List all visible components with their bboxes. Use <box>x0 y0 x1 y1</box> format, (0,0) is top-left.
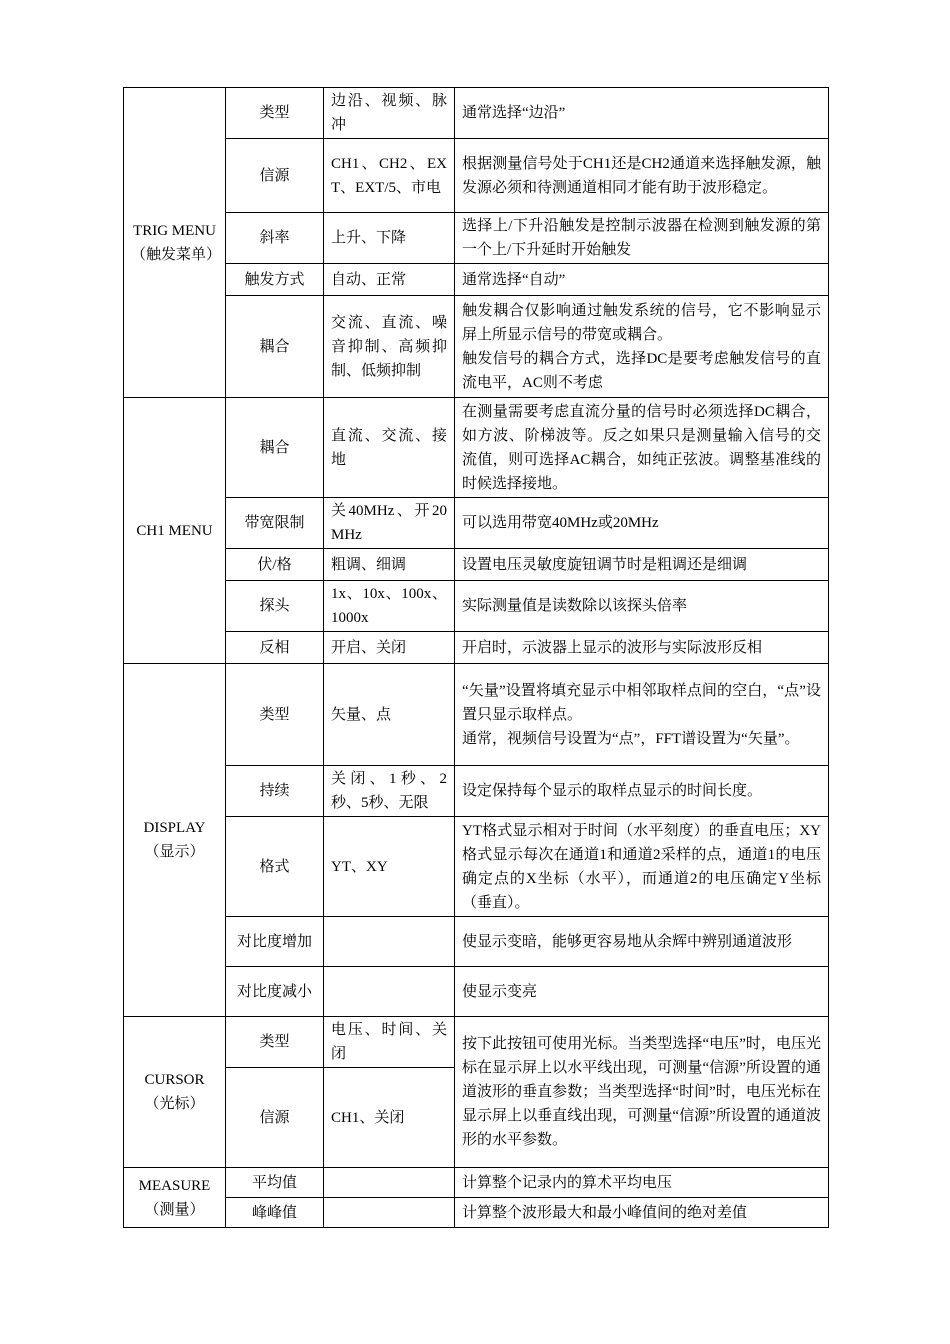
setting-cell: 开启、关闭 <box>324 632 455 664</box>
param-cell: 类型 <box>226 88 324 139</box>
setting-cell: 上升、下降 <box>324 213 455 264</box>
group-cell-cursor <box>124 1017 226 1168</box>
desc-cell <box>455 967 829 1017</box>
param-cell: 触发方式 <box>226 264 324 296</box>
param-cell: 格式 <box>226 817 324 917</box>
table-row <box>124 817 829 917</box>
table-row <box>124 1198 829 1228</box>
table-row <box>124 967 829 1017</box>
table-row <box>124 1168 829 1198</box>
group-name: DISPLAY <box>143 820 206 836</box>
desc-cell <box>455 766 829 817</box>
setting-cell <box>324 1198 455 1228</box>
group-subname: （触发菜单） <box>131 246 222 263</box>
param-cell: 峰峰值 <box>226 1198 324 1228</box>
param-cell: 耦合 <box>226 296 324 398</box>
setting-cell <box>324 1168 455 1198</box>
table-row <box>124 213 829 264</box>
desc-cell <box>455 398 829 498</box>
desc-cell <box>455 264 829 296</box>
desc-text: 通常选择“边沿” <box>462 105 566 121</box>
setting-cell: 交流、直流、噪音抑制、高频抑制、低频抑制 <box>324 296 455 398</box>
table-row <box>124 398 829 498</box>
param-cell: 带宽限制 <box>226 498 324 549</box>
desc-text: 触发耦合仅影响通过触发系统的信号，它不影响显示屏上所显示信号的带宽或耦合。 <box>462 302 821 343</box>
param-cell: 反相 <box>226 632 324 664</box>
desc-text: 计算整个记录内的算术平均电压 <box>462 1174 673 1191</box>
param-cell: 对比度增加 <box>226 917 324 967</box>
desc-cell <box>455 817 829 917</box>
group-name: CH1 MENU <box>136 522 213 539</box>
group-name: CURSOR <box>144 1072 205 1088</box>
group-name: MEASURE <box>138 1177 211 1194</box>
desc-text: YT格式显示相对于时间（水平刻度）的垂直电压；XY格式显示每次在通道1和通道2采样的点，通道1的电压确定点的X坐标（水平），而通道2的电压确定Y坐标（垂直）。 <box>462 822 821 911</box>
desc-text: 设置电压灵敏度旋钮调节时是粗调还是细调 <box>462 556 748 573</box>
param-cell: 斜率 <box>226 213 324 264</box>
setting-cell: CH1、关闭 <box>324 1068 455 1168</box>
desc-cell <box>455 1017 829 1168</box>
table-row <box>124 498 829 549</box>
setting-cell: 1x、10x、100x、1000x <box>324 581 455 632</box>
table-row <box>124 766 829 817</box>
setting-cell <box>324 917 455 967</box>
desc-cell <box>455 213 829 264</box>
group-subname: （光标） <box>144 1096 205 1112</box>
setting-cell <box>324 967 455 1017</box>
desc-text: 在测量需要考虑直流分量的信号时必须选择DC耦合，如方波、阶梯波等。反之如果只是测量输入信号的交流值，则可选择AC耦合，如纯正弦波。调整基准线的时候选择接地。 <box>462 403 821 492</box>
desc-text: 计算整个波形最大和最小峰值间的绝对差值 <box>462 1204 748 1221</box>
desc-cell <box>455 498 829 549</box>
setting-cell: 粗调、细调 <box>324 549 455 581</box>
desc-text: 设定保持每个显示的取样点显示的时间长度。 <box>462 783 763 799</box>
desc-cell <box>455 664 829 766</box>
desc-text: 根据测量信号处于CH1还是CH2通道来选择触发源，触发源必须和待测通道相同才能有助于波形稳定。 <box>462 155 821 196</box>
group-cell-trig-menu <box>124 88 226 398</box>
group-subname: （显示） <box>144 844 205 860</box>
setting-cell: YT、XY <box>324 817 455 917</box>
param-cell: 耦合 <box>226 398 324 498</box>
desc-cell <box>455 917 829 967</box>
desc-cell <box>455 549 829 581</box>
setting-cell: 矢量、点 <box>324 664 455 766</box>
desc-text: 实际测量值是读数除以该探头倍率 <box>462 598 688 614</box>
desc-cell <box>455 296 829 398</box>
table-row <box>124 549 829 581</box>
param-cell: 信源 <box>226 139 324 213</box>
setting-cell: CH1、CH2、EXT、EXT/5、市电 <box>324 139 455 213</box>
group-cell-ch1-menu <box>124 398 226 664</box>
desc-text: 通常，视频信号设置为“点”，FFT谱设置为“矢量”。 <box>462 730 800 747</box>
group-name: TRIG MENU <box>133 222 216 239</box>
desc-cell <box>455 632 829 664</box>
table-row <box>124 139 829 213</box>
setting-cell: 边沿、视频、脉冲 <box>324 88 455 139</box>
table-row <box>124 632 829 664</box>
setting-cell: 电压、时间、关闭 <box>324 1017 455 1068</box>
desc-cell <box>455 139 829 213</box>
desc-text: 可以选用带宽40MHz或20MHz <box>462 515 659 531</box>
desc-text: 按下此按钮可使用光标。当类型选择“电压”时，电压光标在显示屏上以水平线出现，可测量“信源”所设置的通道波形的垂直参数；当类型选择“时间”时，电压光标在显示屏上以垂直线出现，可测量“信源”所设置的通道波形的水平参数。 <box>462 1036 821 1148</box>
param-cell: 平均值 <box>226 1168 324 1198</box>
setting-cell: 直流、交流、接地 <box>324 398 455 498</box>
table-row <box>124 664 829 766</box>
group-cell-display <box>124 664 226 1017</box>
group-subname: （测量） <box>144 1201 205 1218</box>
desc-cell <box>455 1198 829 1228</box>
setting-cell: 自动、正常 <box>324 264 455 296</box>
table-row <box>124 581 829 632</box>
param-cell: 信源 <box>226 1068 324 1168</box>
param-cell: 探头 <box>226 581 324 632</box>
table-row <box>124 917 829 967</box>
setting-cell: 关40MHz、开20MHz <box>324 498 455 549</box>
table-row <box>124 88 829 139</box>
group-cell-measure <box>124 1168 226 1228</box>
param-cell: 类型 <box>226 1017 324 1068</box>
desc-text: 通常选择“自动” <box>462 271 566 288</box>
desc-cell <box>455 1168 829 1198</box>
menu-table <box>123 87 829 1228</box>
param-cell: 对比度减小 <box>226 967 324 1017</box>
desc-text: 使显示变亮 <box>462 983 538 1000</box>
param-cell: 持续 <box>226 766 324 817</box>
desc-cell <box>455 581 829 632</box>
desc-text: “矢量”设置将填充显示中相邻取样点间的空白，“点”设置只显示取样点。 <box>462 682 821 723</box>
param-cell: 类型 <box>226 664 324 766</box>
setting-cell: 关闭、1秒、2秒、5秒、无限 <box>324 766 455 817</box>
desc-cell <box>455 88 829 139</box>
desc-text: 开启时，示波器上显示的波形与实际波形反相 <box>462 639 763 656</box>
desc-text: 触发信号的耦合方式，选择DC是要考虑触发信号的直流电平，AC则不考虑 <box>462 350 821 391</box>
table-row <box>124 296 829 398</box>
desc-text: 使显示变暗，能够更容易地从余辉中辨别通道波形 <box>462 933 793 950</box>
desc-text: 选择上/下升沿触发是控制示波器在检测到触发源的第一个上/下升延时开始触发 <box>462 218 821 258</box>
table-row <box>124 264 829 296</box>
param-cell: 伏/格 <box>226 549 324 581</box>
table-row <box>124 1017 829 1068</box>
